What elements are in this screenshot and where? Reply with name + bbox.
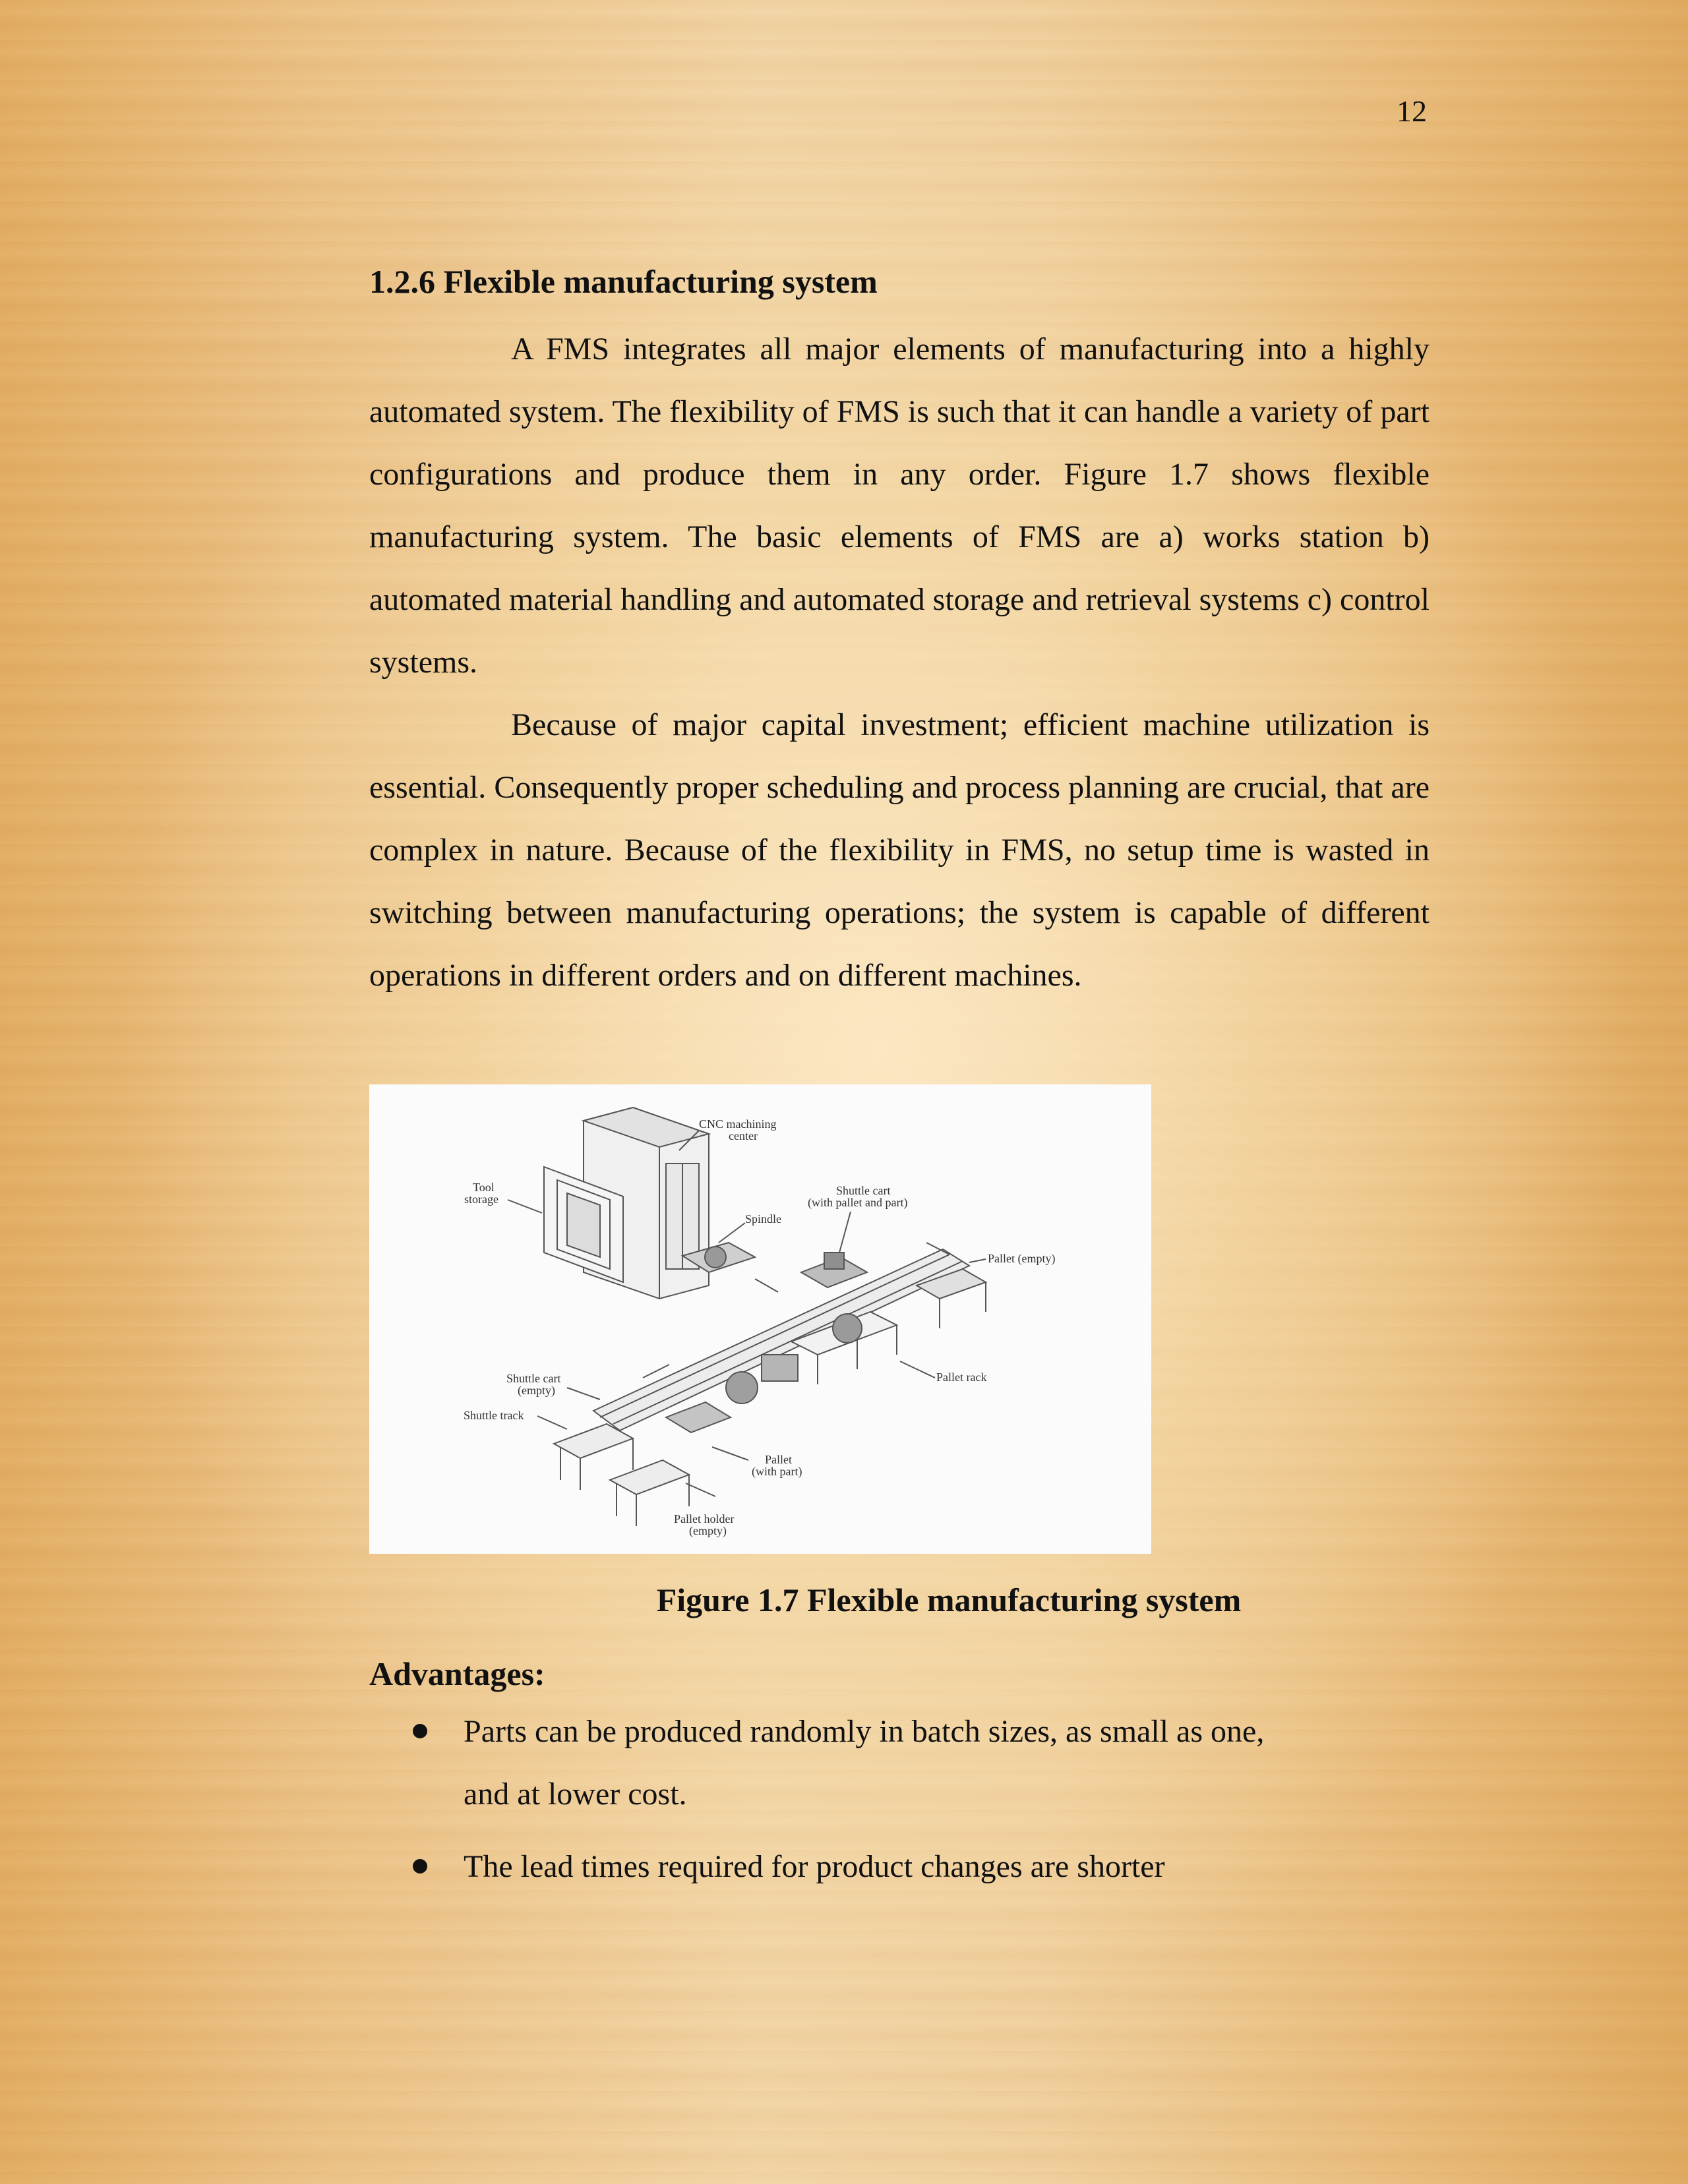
shuttle-cart-empty: [666, 1402, 731, 1432]
list-item-text: The lead times required for product changes are shorter: [464, 1849, 1165, 1884]
label-shuttle-cart-empty: (empty): [518, 1384, 555, 1397]
label-spindle: Spindle: [745, 1212, 782, 1225]
label-cnc: center: [729, 1129, 758, 1142]
advantages-list: [369, 1700, 1430, 1898]
figure-caption: Figure 1.7 Flexible manufacturing system: [656, 1581, 1242, 1618]
body-paragraph: A FMS integrates all major elements of manufacturing into a highly automated system. The flexibility of FMS is such that it can handle a variety of part configurations and produce them in any order. Figure 1.7 shows flexible manufacturing system. The basic elements of FMS are a) works station b) automated material handling and automated storage and retrieval systems c) control systems.: [369, 332, 1430, 680]
fms-figure: [369, 1084, 1151, 1554]
label-cnc: CNC machining: [699, 1117, 777, 1131]
list-item: [369, 1700, 1294, 1825]
page-number: 12: [1397, 94, 1427, 128]
label-pallet-with-part: Pallet: [765, 1453, 792, 1466]
label-pallet-rack: Pallet rack: [936, 1371, 987, 1384]
label-tool-storage: Tool: [473, 1181, 495, 1194]
label-shuttle-track: Shuttle track: [464, 1409, 524, 1422]
label-shuttle-cart: Shuttle cart: [836, 1184, 891, 1197]
list-item: [369, 1835, 1294, 1898]
label-pallet-with-part: (with part): [752, 1465, 802, 1478]
label-shuttle-cart: (with pallet and part): [808, 1196, 908, 1209]
label-pallet-empty: Pallet (empty): [988, 1252, 1056, 1265]
fms-illustration: [369, 1084, 1151, 1554]
label-shuttle-cart-empty: Shuttle cart: [506, 1372, 561, 1385]
label-tool-storage: storage: [464, 1193, 498, 1206]
bullet-icon: [413, 1724, 427, 1738]
label-pallet-holder: (empty): [689, 1524, 727, 1537]
section-title: 1.2.6 Flexible manufacturing system: [369, 263, 878, 300]
body-paragraph: Because of major capital investment; efficient machine utilization is essential. Consequently proper scheduling and process planning are crucial, that are complex in nature. Because of the flexibility in FMS, no setup time is wasted in switching between manufacturing operations; the system is capable of different operations in different orders and on different machines.: [369, 707, 1430, 993]
label-pallet-holder: Pallet holder: [674, 1512, 735, 1525]
document-body: [369, 258, 1430, 1898]
advantages-heading: Advantages:: [369, 1655, 545, 1692]
bullet-icon: [413, 1859, 427, 1874]
list-item-text: Parts can be produced randomly in batch sizes, as small as one, and at lower cost.: [464, 1714, 1265, 1812]
